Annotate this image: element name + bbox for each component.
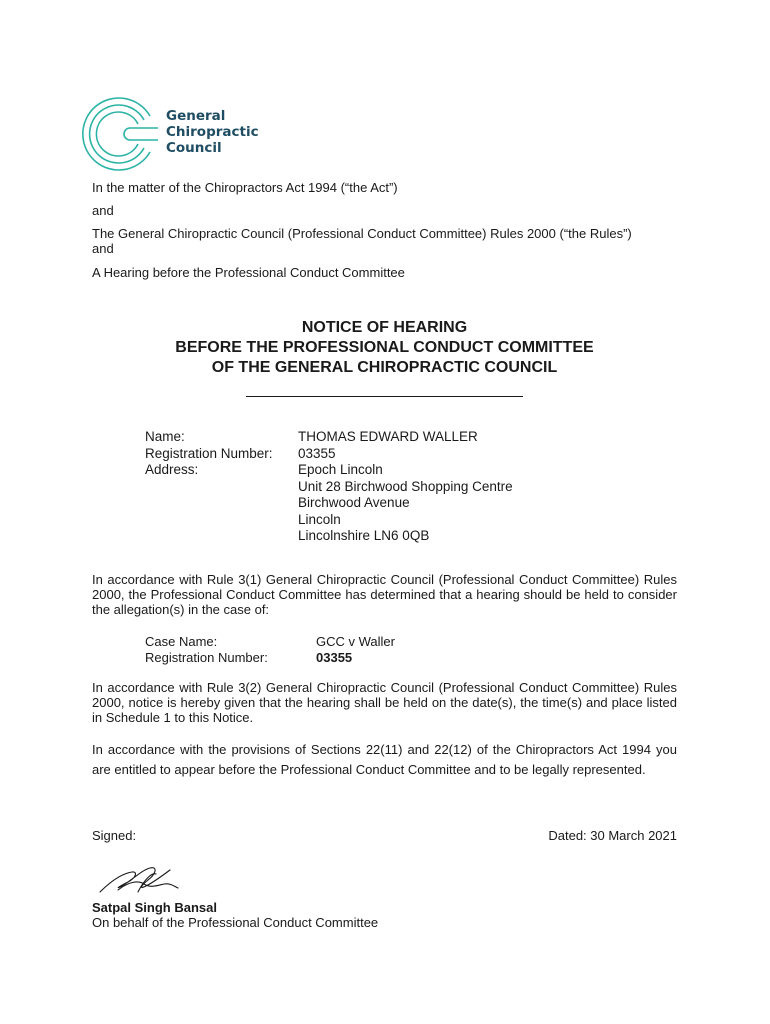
title-line-1: NOTICE OF HEARING bbox=[301, 319, 468, 336]
preamble-act: In the matter of the Chiropractors Act 1994 (“the Act”) bbox=[92, 180, 398, 195]
case-name-label: Case Name: bbox=[145, 634, 218, 649]
preamble-and-1: and bbox=[92, 203, 114, 218]
logo-line-2: Chiropractic bbox=[166, 124, 259, 140]
name-label: Name: bbox=[145, 429, 185, 444]
logo-wordmark bbox=[166, 108, 259, 156]
logo-line-1: General bbox=[166, 108, 226, 124]
page-title bbox=[92, 318, 677, 378]
registrant-labels bbox=[145, 429, 273, 479]
paragraph-rule-3-2: In accordance with Rule 3(2) General Chiropractic Council (Professional Conduct Committee) Rules 2000, notice is hereby given that the hearing shall be held on the date(s), the time(s) and place listed in Schedule 1 to this Notice. bbox=[92, 680, 677, 725]
title-line-3: OF THE GENERAL CHIROPRACTIC COUNCIL bbox=[211, 359, 558, 376]
title-line-2: BEFORE THE PROFESSIONAL CONDUCT COMMITTEE bbox=[175, 339, 594, 356]
preamble-rules: The General Chiropractic Council (Professional Conduct Committee) Rules 2000 (“the Rules”) bbox=[92, 226, 632, 241]
registration-label: Registration Number: bbox=[145, 445, 273, 461]
case-registration-label: Registration Number: bbox=[145, 650, 268, 665]
signed-label: Signed: bbox=[92, 828, 137, 843]
title-divider bbox=[246, 396, 523, 397]
address-line: Epoch Lincoln bbox=[298, 462, 383, 477]
address-line: Lincoln bbox=[298, 511, 341, 527]
gcc-logo-mark bbox=[80, 94, 164, 174]
case-labels bbox=[145, 634, 268, 666]
address-line: Unit 28 Birchwood Shopping Centre bbox=[298, 478, 513, 494]
paragraph-sections-22: In accordance with the provisions of Sections 22(11) and 22(12) of the Chiropractors Act 1994 you are entitled to appear before the Professional Conduct Committee and to be legally represented. bbox=[92, 742, 677, 777]
address-line: Lincolnshire LN6 0QB bbox=[298, 528, 430, 543]
logo-line-3: Council bbox=[166, 140, 222, 156]
case-registration-number: 03355 bbox=[316, 650, 353, 665]
signature bbox=[98, 862, 180, 903]
address-label: Address: bbox=[145, 462, 199, 477]
preamble-and-2: and bbox=[92, 241, 114, 256]
signatory-name: Satpal Singh Bansal bbox=[92, 900, 217, 915]
registrant-values bbox=[298, 429, 513, 545]
case-values bbox=[316, 634, 395, 666]
gcc-logo bbox=[80, 94, 270, 174]
address-line: Birchwood Avenue bbox=[298, 495, 410, 510]
registrant-number: 03355 bbox=[298, 445, 336, 461]
paragraph-rule-3-1: In accordance with Rule 3(1) General Chiropractic Council (Professional Conduct Committee) Rules 2000, the Professional Conduct Committee has determined that a hearing should be held to consider the allegation(s) in the case of: bbox=[92, 572, 677, 617]
registrant-name: THOMAS EDWARD WALLER bbox=[298, 429, 478, 444]
date-dated: Dated: 30 March 2021 bbox=[548, 828, 677, 843]
signatory-role: On behalf of the Professional Conduct Committee bbox=[92, 915, 379, 930]
case-name: GCC v Waller bbox=[316, 634, 395, 649]
preamble-hearing: A Hearing before the Professional Conduct Committee bbox=[92, 265, 405, 280]
